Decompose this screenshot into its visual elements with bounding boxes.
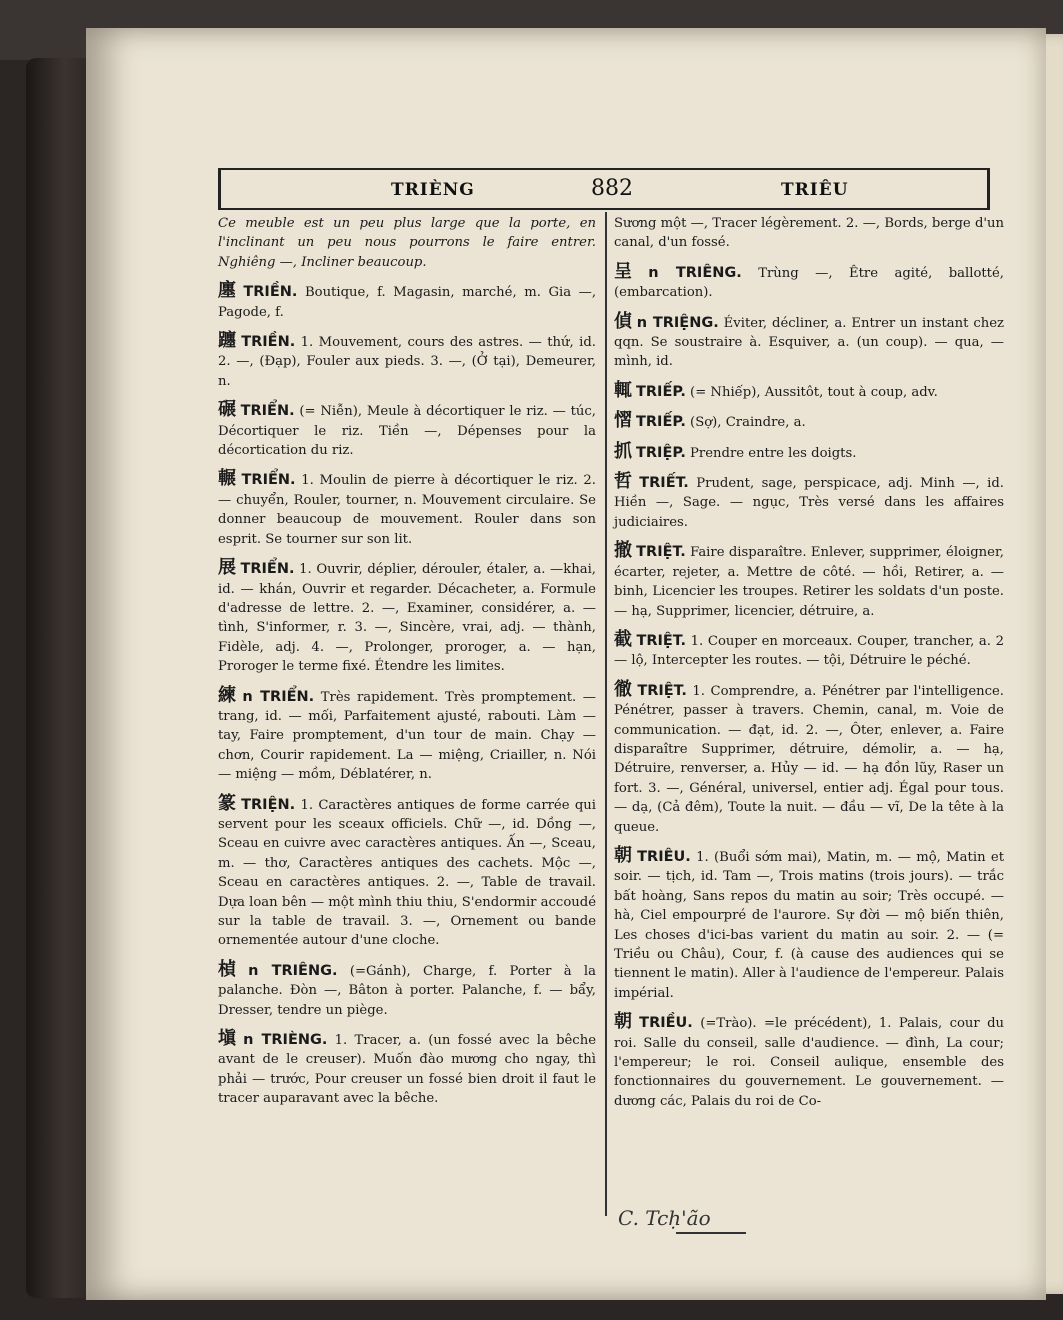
entry-character: 朝 <box>614 844 634 866</box>
entry-text: 1. (Buổi sớm mai), Matin, m. — mộ, Matin et soir. — tịch, id. Tam —, Trois matins (trois jours). — trắc bất hoàng, Sans repos du matin au soir; Très occupé. — hà, Ciel empourpré de l'aurore. Sự đời — mộ biến thiên, Les choses d'ici-bas varient du matin au soir. 2. — (= Triều ou Châu), Cour, f. (à cause des audiences qui se tiennent le matin). Aller à l'audience de l'empereur. Palais impérial. <box>614 849 1004 1001</box>
entry-headword: TRIỆN. <box>241 796 296 813</box>
entry-headword: TRIÊU. <box>637 848 691 865</box>
dictionary-entry <box>614 630 1004 671</box>
dictionary-entry <box>614 472 1004 532</box>
right-column <box>614 214 1004 1120</box>
entry-text: 1. Mouvement, cours des astres. — thứ, id. 2. —, (Đạp), Fouler aux pieds. 3. —, (Ở tại), Demeurer, n. <box>218 335 596 389</box>
entry-text: (=Trào). =le précédent), 1. Palais, cour du roi. Salle du conseil, salle d'audience. — đình, La cour; l'empereur; le roi. Conseil aulique, ensemble des fonctionnaires du gouvernement. Le gouvernement. — dương các, Palais du roi de Co- <box>614 1016 1005 1109</box>
entry-headword: TRIỂN. <box>240 403 295 420</box>
entry-character: 練 <box>218 684 239 706</box>
entry-headword: TRIỆT. <box>636 544 686 561</box>
dictionary-entry <box>218 686 596 785</box>
dictionary-entry <box>614 214 1004 253</box>
entry-headword: n TRIỂN. <box>242 688 315 705</box>
header-left-word: TRIÈNG <box>391 180 475 200</box>
entry-text: Éviter, décliner, a. Entrer un instant chez qqn. Se soustraire à. Esquiver, a. (un coup). — qua, — mình, id. <box>614 315 1004 370</box>
entry-text: 1. Moulin de pierre à décortiquer le riz. 2. — chuyển, Rouler, tourner, n. Mouvement circulaire. Se donner beaucoup de mouvement. Rouler dans son esprit. Se tourner sur son lit. <box>218 473 597 547</box>
entry-character: 塡 <box>218 1028 240 1050</box>
dictionary-entry <box>614 442 1004 463</box>
entry-text: Prendre entre les doigts. <box>690 445 857 461</box>
entry-headword: TRIỆT. <box>637 682 687 699</box>
entry-text: (Sợ), Craindre, a. <box>690 415 806 431</box>
entry-text: Prudent, sage, perspicace, adj. Minh —, id. Hiền —, Sage. — ngục, Très versé dans les affaires judiciaires. <box>614 476 1004 530</box>
entry-text: Trùng —, Être agité, ballotté, (embarcation). <box>614 265 1004 301</box>
entry-text: 1. Couper en morceaux. Couper, trancher, a. 2 — lộ, Intercepter les routes. — tội, Détruire le péché. <box>614 633 1004 669</box>
entry-headword: n TRIỆNG. <box>636 314 719 331</box>
running-header <box>218 168 990 210</box>
dictionary-entry <box>218 469 596 549</box>
dictionary-entry <box>614 411 1004 432</box>
entry-text: Faire disparaître. Enlever, supprimer, éloigner, écarter, rejeter, a. Mettre de côté. — hồi, Retirer, a. — binh, Licencier les troupes. Retirer les soldats d'un poste. — hạ, Supprimer, licencier, détruire, a. <box>614 545 1004 619</box>
dictionary-entry <box>218 960 596 1020</box>
entry-text: Boutique, f. Magasin, marché, m. Gia —, Pagode, f. <box>218 285 597 320</box>
entry-character: 躔 <box>218 330 238 352</box>
entry-text: Sương một —, Tracer légèrement. 2. —, Bords, berge d'un canal, d'un fossé. <box>614 216 1004 251</box>
entry-character: 楨 <box>218 958 245 980</box>
column-divider <box>605 212 607 1216</box>
entry-character: 輒 <box>614 379 632 401</box>
entry-character: 呈 <box>614 260 645 282</box>
dictionary-entry <box>218 331 596 391</box>
entry-headword: n TRIÈNG. <box>243 1032 328 1049</box>
entry-text: 1. Tracer, a. (un fossé avec la bêche avant de le creuser). Muốn đào mương cho ngay, thì phải — trước, Pour creuser un fossé bien droit il faut le tracer auparavant avec la bêche. <box>218 1033 596 1107</box>
entry-character: 篆 <box>218 792 238 814</box>
dictionary-entry <box>614 312 1004 372</box>
left-column <box>218 214 596 1118</box>
entry-character: 朝 <box>614 1011 636 1033</box>
dictionary-entry <box>218 794 596 951</box>
entry-text: (=Gánh), Charge, f. Porter à la palanche. Đòn —, Bâton à porter. Palanche, f. — bẩy, Dresser, tendre un piège. <box>218 963 596 1018</box>
dictionary-entry <box>614 381 1004 402</box>
entry-character: 慴 <box>614 410 632 432</box>
entry-text: Ce meuble est un peu plus large que la porte, en l'inclinant un peu nous pourrons le faire entrer. Nghiêng —, Incliner beaucoup. <box>218 216 596 270</box>
entry-headword: n TRIÊNG. <box>248 962 338 979</box>
entry-character: 哲 <box>614 471 636 493</box>
entry-text: Très rapidement. Très promptement. — trang, id. — mối, Parfaitement ajusté, rabouti. Làm — tay, Faire promptement, d'un tour de main. Chạy — chơn, Courir rapidement. La — miệng, Criailler, n. Nói — miệng — mồm, Déblatérer, n. <box>218 689 596 783</box>
entry-character: 撤 <box>614 540 633 562</box>
handwritten-underline <box>676 1232 746 1234</box>
entry-character: 輾 <box>218 468 238 490</box>
dictionary-entry <box>614 1012 1004 1111</box>
entry-headword: TRIỀN. <box>243 284 298 301</box>
entry-character: 截 <box>614 628 633 650</box>
dictionary-entry <box>614 846 1004 1003</box>
entry-text: 1. Caractères antiques de forme carrée qui servent pour les sceaux officiels. Chữ —, id. Dồng —, Sceau en cuivre avec caractères antiques. Ấn —, Sceau, m. — thơ, Caractères antiques des cachets. Mộc —, Sceau en caractères antiques. 2. —, Table de travail. Dựa loan bên — một mình thiu thiu, S'endormir accoudé sur la table de travail. 3. —, Ornement ou bande ornementée autour d'une cloche. <box>218 797 597 949</box>
entry-headword: TRIỀN. <box>241 334 296 351</box>
dictionary-entry <box>218 1029 596 1109</box>
entry-text: (= Nhiếp), Aussitôt, tout à coup, adv. <box>690 384 938 400</box>
entry-text: (= Niễn), Meule à décortiquer le riz. — túc, Décortiquer le riz. Tiền —, Dépenses pour la décortication du riz. <box>218 404 596 459</box>
entry-headword: TRIỂN. <box>240 561 295 578</box>
entry-character: 抓 <box>614 440 632 462</box>
dictionary-entry <box>218 558 596 676</box>
entry-character: 廛 <box>218 280 240 302</box>
dictionary-entry <box>614 541 1004 621</box>
entry-headword: TRIỆP. <box>636 444 686 461</box>
entry-headword: TRIỀU. <box>639 1015 693 1032</box>
entry-text: 1. Comprendre, a. Pénétrer par l'intelligence. Pénétrer, passer à travers. Chemin, canal, m. Voie de communication. — đạt, id. 2. —, Ôter, enlever, a. Faire disparaître Supprimer, détruire, démolir, a. — hạ, Détruire, renverser, a. Hủy — id. — hạ đồn lũy, Raser un fort. 3. —, Général, universel, entier adj. Égal pour tous. — dạ, (Cả đêm), Toute la nuit. — đầu — vĩ, De la tête à la queue. <box>614 683 1004 835</box>
dictionary-entry <box>218 281 596 322</box>
dictionary-entry <box>614 680 1004 837</box>
dictionary-entry <box>614 262 1004 303</box>
entry-headword: TRIẾP. <box>636 414 686 431</box>
entry-character: 展 <box>218 557 237 579</box>
entry-headword: n TRIÊNG. <box>648 264 742 281</box>
entry-character: 碾 <box>218 399 237 421</box>
entry-headword: TRIỂN. <box>241 472 296 489</box>
entry-headword: TRIỆT. <box>636 632 687 649</box>
page-number: 882 <box>591 176 633 201</box>
dictionary-entry <box>218 400 596 460</box>
entry-text: 1. Ouvrir, déplier, dérouler, étaler, a. —khai, id. — khán, Ouvrir et regarder. Décacheter, a. Formule d'adresse de lettre. 2. —, Examiner, considérer, a. — tình, S'informer, r. 3. —, Sincère, vrai, adj. — thành, Fidèle, adj. 4. —, Prolonger, proroger, a. — hạn, Proroger le terme fixé. Étendre les limites. <box>218 562 596 675</box>
entry-character: 偵 <box>614 310 633 332</box>
dictionary-entry <box>218 214 596 272</box>
handwritten-note: C. Tcḥ'ão <box>618 1206 711 1230</box>
header-right-word: TRIÊU <box>781 180 849 200</box>
entry-character: 徹 <box>614 678 634 700</box>
entry-headword: TRIẾP. <box>636 383 686 400</box>
entry-headword: TRIẾT. <box>639 475 689 492</box>
